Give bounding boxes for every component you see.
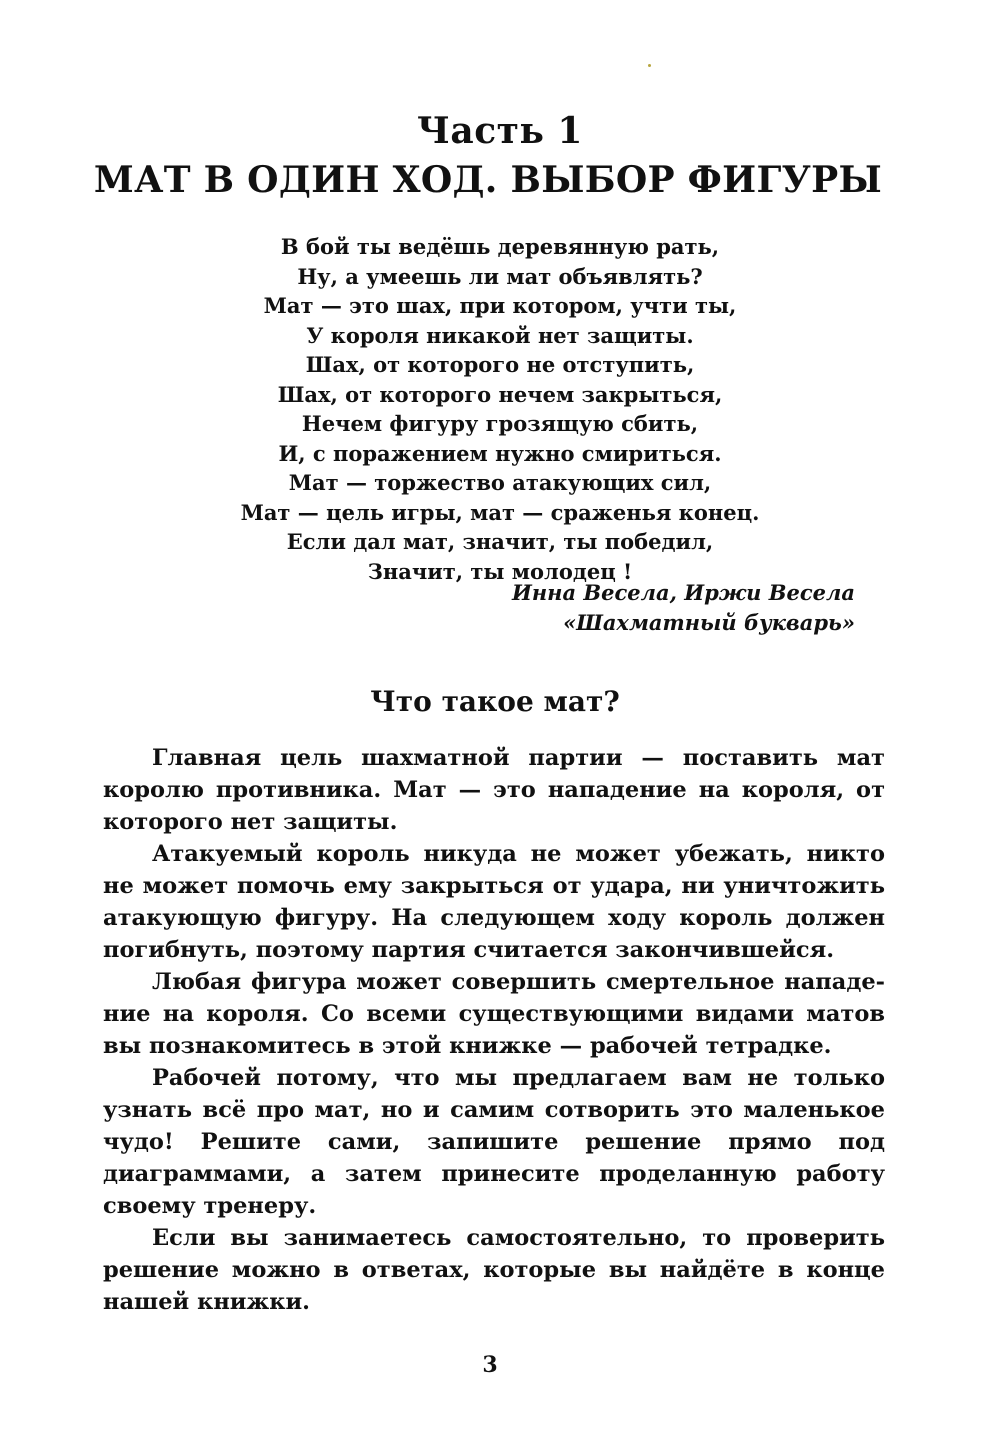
paragraph: Любая фигура может совершить смертельное нападение на короля. Со всеми существующими видами матов вы познакомитесь в этой книжке — рабочей тетрадке. [103,969,885,1059]
poem-author: Инна Весела, Иржи Весела [512,580,855,605]
poem-line: Ну, а умеешь ли мат объявлять? [297,263,703,289]
paragraph [103,742,885,838]
definition-text: Мат — это нападение на короля, от которого нет защиты. [103,777,886,835]
poem-line: Нечем фигуру грозящую сбить, [301,411,699,436]
body-text [103,742,885,1318]
poem-line: Мат — цель игры, мат — сраженья конец. [240,499,760,525]
print-speck [648,64,651,67]
page-number: 3 [482,1352,498,1378]
epigraph-poem [0,232,1000,586]
poem-line: Шах, от которого не отступить, [305,352,695,377]
paragraph: Рабочей потому, что мы предлагаем вам не только узнать всё про мат, но и самим сотворить это маленькое чудо! Решите сами, запишите решение прямо под диаграммами, а затем принесите проделанную работу своему тренеру. [103,1065,885,1219]
part-subtitle: МАТ В ОДИН ХОД. ВЫБОР ФИГУРЫ [93,159,883,201]
poem-source: «Шахматный букварь» [563,609,855,635]
poem-line: Если дал мат, значит, ты победил, [286,529,714,554]
poem-line: Значит, ты молодец ! [367,558,633,584]
section-heading: Что такое мат? [370,685,620,718]
paragraph-text: Главная цель шахматной партии — поставить мат королю противника. [103,745,885,803]
poem-line: Шах, от которого нечем закрыться, [277,381,723,407]
poem-line: У короля никакой нет защиты. [306,322,694,348]
poem-line: И, с поражением нужно смириться. [278,440,722,466]
paragraph: Если вы занимаетесь самостоятельно, то проверить решение можно в ответах, которые вы найдёте в конце нашей книжки. [103,1225,885,1315]
poem-line: Мат — это шах, при котором, учти ты, [263,293,737,318]
poem-line: Мат — торжество атакующих сил, [288,470,712,495]
paragraph: Атакуемый король никуда не может убежать, никто не может помочь ему закрыться от удара, ни уничтожить атакующую фигуру. На следующем ходу король должен погибнуть, поэтому партия считается закончившейся. [103,841,885,963]
poem-attribution [512,578,855,637]
part-title: Часть 1 [417,110,583,152]
poem-line: В бой ты ведёшь деревянную рать, [280,234,720,259]
